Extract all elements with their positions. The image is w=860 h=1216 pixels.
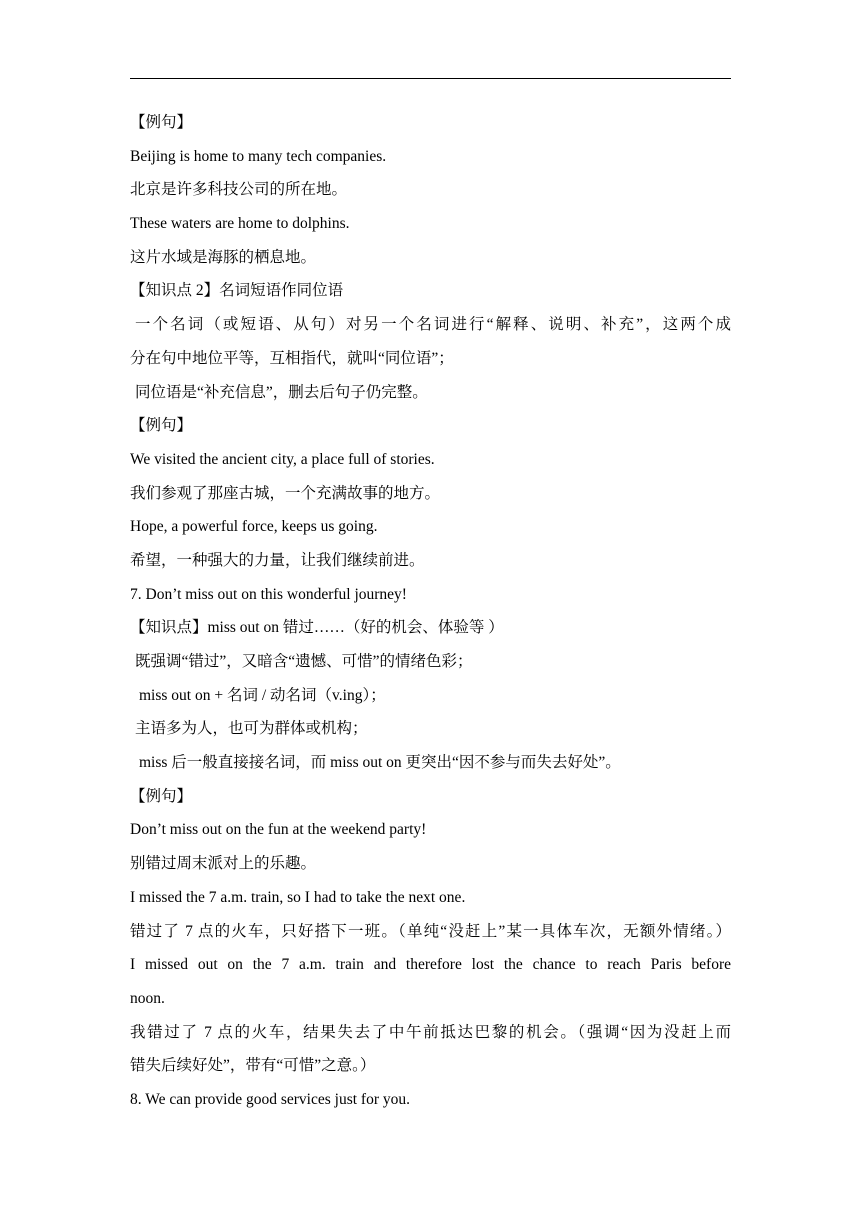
document-body — [130, 106, 731, 1117]
explanation-text: 主语多为人，也可为群体或机构； — [135, 720, 368, 738]
example-sentence-en: Don’t miss out on the fun at the weekend party! — [130, 821, 427, 839]
example-sentence-zh: 希望，一种强大的力量，让我们继续前进。 — [130, 551, 425, 569]
example-sentence-en: We visited the ancient city, a place full of stories. — [130, 450, 435, 468]
example-sentence-zh: 错过了 7 点的火车，只好搭下一班。（单纯“没赶上”某一具体车次，无额外情绪。） — [130, 922, 731, 940]
example-sentence-zh: 我错过了 7 点的火车，结果失去了中午前抵达巴黎的机会。（强调“因为没赶上而 — [130, 1023, 731, 1041]
explanation-text: 既强调“错过”，又暗含“遗憾、可惜”的情绪色彩； — [135, 653, 473, 670]
knowledge-point-heading: 【知识点 2】名词短语作同位语 — [130, 282, 344, 300]
explanation-text: miss 后一般直接接名词，而 miss out on 更突出“因不参与而失去好处”。 — [139, 754, 621, 772]
example-sentence-zh: 我们参观了那座古城，一个充满故事的地方。 — [130, 484, 441, 502]
numbered-sentence: 7. Don’t miss out on this wonderful journey! — [130, 585, 407, 603]
example-sentence-zh: 错失后续好处”，带有“可惜”之意。） — [130, 1057, 376, 1075]
example-heading: 【例句】 — [130, 787, 193, 805]
example-sentence-zh: 这片水域是海豚的栖息地。 — [130, 248, 317, 266]
explanation-text: 同位语是“补充信息”，删去后句子仍完整。 — [135, 383, 428, 401]
example-sentence-zh: 别错过周末派对上的乐趣。 — [130, 855, 317, 873]
example-sentence-en: These waters are home to dolphins. — [130, 215, 350, 233]
example-sentence-en: I missed the 7 a.m. train, so I had to take the next one. — [130, 888, 466, 906]
numbered-sentence: 8. We can provide good services just for you. — [130, 1090, 410, 1108]
header-rule — [130, 78, 731, 79]
explanation-text: 分在句中地位平等，互相指代，就叫“同位语”； — [130, 349, 454, 367]
example-heading: 【例句】 — [130, 417, 193, 435]
example-sentence-zh: 北京是许多科技公司的所在地。 — [130, 181, 348, 199]
example-sentence-en: noon. — [130, 989, 165, 1007]
explanation-text: miss out on + 名词 / 动名词（v.ing）； — [139, 686, 386, 704]
knowledge-point-heading: 【知识点】miss out on 错过……（好的机会、体验等 ） — [130, 619, 504, 637]
example-sentence-en: Hope, a powerful force, keeps us going. — [130, 518, 378, 536]
example-sentence-en: I missed out on the 7 a.m. train and therefore lost the chance to reach Paris before — [130, 956, 731, 974]
explanation-text: 一个名词（或短语、从句）对另一个名词进行“解释、说明、补充”，这两个成 — [135, 316, 731, 334]
example-heading: 【例句】 — [130, 114, 193, 131]
example-sentence-en: Beijing is home to many tech companies. — [130, 147, 387, 165]
